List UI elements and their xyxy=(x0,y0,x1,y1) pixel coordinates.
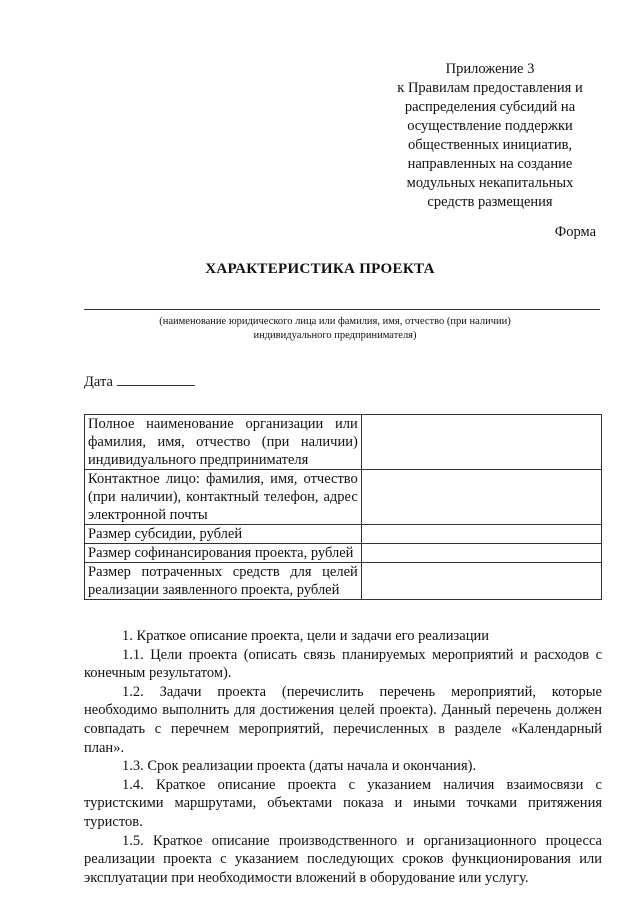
appendix-line: осуществление поддержки xyxy=(407,118,573,134)
section-paragraph: 1.1. Цели проекта (описать связь планируемых мероприятий и расходов с конечным результатом). xyxy=(84,646,602,682)
date-row xyxy=(84,371,195,391)
section-paragraph: 1.3. Срок реализации проекта (даты начала и окончания). xyxy=(122,758,477,775)
table-row xyxy=(85,525,602,544)
row-value-cell[interactable] xyxy=(361,544,601,563)
row-value-cell[interactable] xyxy=(361,415,601,470)
section-paragraph: 1.2. Задачи проекта (перечислить перечень мероприятий, которые необходимо выполнить для достижения целей проекта). Данный перечень должен совпадать с перечнем мероприятий, перечисленных в разделе «Календарный план». xyxy=(84,683,602,756)
project-info-table xyxy=(84,414,602,600)
row-value-cell[interactable] xyxy=(361,525,601,544)
date-field[interactable] xyxy=(117,371,195,386)
appendix-line: общественных инициатив, xyxy=(407,137,573,153)
appendix-header xyxy=(360,60,620,212)
section-paragraph: 1.5. Краткое описание производственного и организационного процесса реализации проекта с указанием последующих сроков функционирования или эксплуатации при необходимости вложений в оборудование или услугу. xyxy=(84,832,602,886)
caption-line: (наименование юридического лица или фамилия, имя, отчество (при наличии) xyxy=(159,316,511,327)
sections-body xyxy=(84,627,602,887)
document-title: ХАРАКТЕРИСТИКА ПРОЕКТА xyxy=(205,261,435,277)
row-label: Полное наименование организации или фамилия, имя, отчество (при наличии) индивидуального предпринимателя xyxy=(85,415,362,470)
appendix-line: к Правилам предоставления и xyxy=(397,80,583,96)
row-label: Размер софинансирования проекта, рублей xyxy=(85,544,362,563)
row-value-cell[interactable] xyxy=(361,470,601,525)
appendix-line: распределения субсидий на xyxy=(404,99,576,115)
entity-name-line[interactable] xyxy=(84,309,600,310)
date-label: Дата xyxy=(84,374,113,390)
row-label: Размер субсидии, рублей xyxy=(85,525,362,544)
section-paragraph: 1.4. Краткое описание проекта с указанием наличия взаимосвязи с туристскими маршрутами, объектами показа и иными точками притяжения туристов. xyxy=(84,776,602,830)
row-label: Контактное лицо: фамилия, имя, отчество (при наличии), контактный телефон, адрес электронной почты xyxy=(85,470,362,525)
table-row xyxy=(85,544,602,563)
row-label: Размер потраченных средств для целей реализации заявленного проекта, рублей xyxy=(85,563,362,600)
appendix-line: Приложение 3 xyxy=(445,61,535,77)
entity-name-caption xyxy=(100,315,570,343)
caption-line: индивидуального предпринимателя) xyxy=(253,330,417,341)
table-row xyxy=(85,415,602,470)
table-row xyxy=(85,470,602,525)
appendix-line: модульных некапитальных xyxy=(406,175,574,191)
form-label: Форма xyxy=(554,224,596,240)
section-heading: 1. Краткое описание проекта, цели и задачи его реализации xyxy=(122,628,489,644)
row-value-cell[interactable] xyxy=(361,563,601,600)
appendix-line: направленных на создание xyxy=(407,156,573,172)
table-row xyxy=(85,563,602,600)
appendix-line: средств размещения xyxy=(427,194,553,210)
